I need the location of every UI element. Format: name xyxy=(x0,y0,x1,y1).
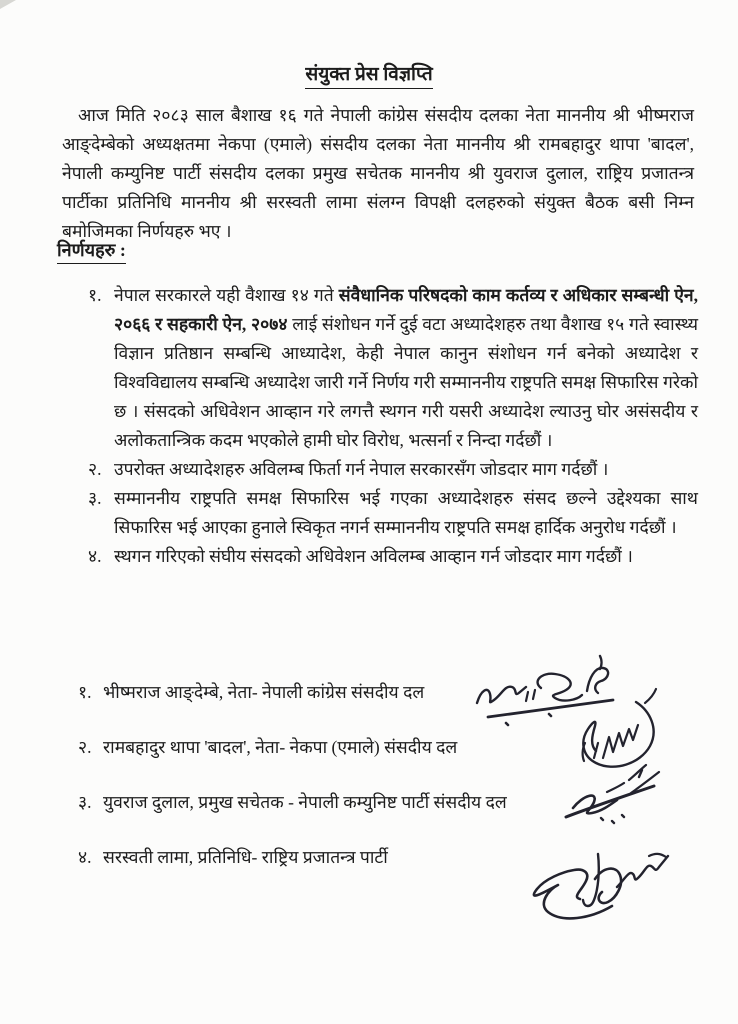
decision-number: ४. xyxy=(88,546,102,566)
signatory-number: ४. xyxy=(78,847,92,867)
document-title-text: संयुक्त प्रेस विज्ञप्ति xyxy=(305,60,432,89)
decisions-list xyxy=(88,281,698,571)
signatory-number: १. xyxy=(78,682,92,702)
signatories-list xyxy=(78,678,643,898)
signatory-row-3 xyxy=(78,788,643,816)
decision-1-pre: नेपाल सरकारले यही वैशाख १४ गते xyxy=(114,285,339,305)
decision-text: सम्माननीय राष्ट्रपति समक्ष सिफारिस भई गएका अध्यादेशहरु संसद छल्ने उद्देश्यका साथ सिफारिस भई आएका हुनाले स्विकृत नगर्न सम्माननीय राष्ट्रपति समक्ष हार्दिक अनुरोध गर्दछौं । xyxy=(114,488,698,537)
decision-text: उपरोक्त अध्यादेशहरु अविलम्ब फिर्ता गर्न नेपाल सरकारसँग जोडदार माग गर्दछौं । xyxy=(114,459,609,479)
intro-paragraph: आज मिति २०८३ साल बैशाख १६ गते नेपाली कांग्रेस संसदीय दलका नेता माननीय श्री भीष्मराज आङ्देम्बेको अध्यक्षतमा नेकपा (एमाले) संसदीय दलका नेता माननीय श्री रामबहादुर थापा 'बादल', नेपाली कम्युनिष्ट पार्टी संसदीय दलका प्रमुख सचेतक माननीय श्री युवराज दुलाल, राष्ट्रिय प्रजातन्त्र पार्टीका प्रतिनिधि माननीय श्री सरस्वती लामा संलग्न विपक्षी दलहरुको संयुक्त बैठक बसी निम्न बमोजिमका निर्णयहरु भए । xyxy=(62,105,694,241)
decision-text: स्थगन गरिएको संघीय संसदको अधिवेशन अविलम्ब आव्हान गर्न जोडदार माग गर्दछौं । xyxy=(114,546,633,566)
decision-1-post: लाई संशोधन गर्ने दुई वटा अध्यादेशहरु तथा वैशाख १५ गते स्वास्थ्य विज्ञान प्रतिष्ठान सम्बन्धि आध्यादेश, केही नेपाल कानुन संशोधन गर्न बनेको अध्यादेश र विश्वविद्यालय सम्बन्धि अध्यादेश जारी गर्ने निर्णय गरी सम्माननीय राष्ट्रपति समक्ष सिफारिस गरेको छ । संसदको अधिवेशन आव्हान गरे लगत्तै स्थगन गरी यसरी अध्यादेश ल्याउनु घोर असंसदीय र अलोकतान्त्रिक कदम भएकोले हामी घोर विरोध, भत्सर्ना र निन्दा गर्दछौं । xyxy=(114,314,698,450)
signatory-row-4 xyxy=(78,843,643,871)
decisions-heading xyxy=(57,238,126,264)
decision-number: १. xyxy=(88,285,102,305)
signatory-label: रामबहादुर थापा 'बादल', नेता- नेकपा (एमाले) संसदीय दल xyxy=(103,737,458,757)
signatory-label: सरस्वती लामा, प्रतिनिधि- राष्ट्रिय प्रजातन्त्र पार्टी xyxy=(103,847,388,867)
decision-number: ३. xyxy=(88,488,102,508)
decision-item-3 xyxy=(88,484,698,542)
decisions-heading-text: निर्णयहरु : xyxy=(57,238,126,264)
decision-1-bold: संवैधानिक परिषदको काम कर्तव्य र अधिकार सम्बन्धी ऐन, २०६६ र सहकारी ऐन, २०७४ xyxy=(114,285,698,334)
decision-item-2 xyxy=(88,455,698,484)
signatory-number: २. xyxy=(78,737,92,757)
decision-text xyxy=(114,281,698,455)
signatory-label: युवराज दुलाल, प्रमुख सचेतक - नेपाली कम्युनिष्ट पार्टी संसदीय दल xyxy=(103,792,507,812)
signatory-row-1 xyxy=(78,678,643,706)
signatory-label: भीष्मराज आङ्देम्बे, नेता- नेपाली कांग्रेस संसदीय दल xyxy=(103,682,425,702)
signatory-number: ३. xyxy=(78,792,92,812)
decision-number: २. xyxy=(88,459,102,479)
scan-corner-artifact xyxy=(0,0,16,9)
decision-item-1 xyxy=(88,281,698,455)
document-title xyxy=(0,60,738,89)
signatory-row-2 xyxy=(78,733,643,761)
decision-item-4 xyxy=(88,542,698,571)
